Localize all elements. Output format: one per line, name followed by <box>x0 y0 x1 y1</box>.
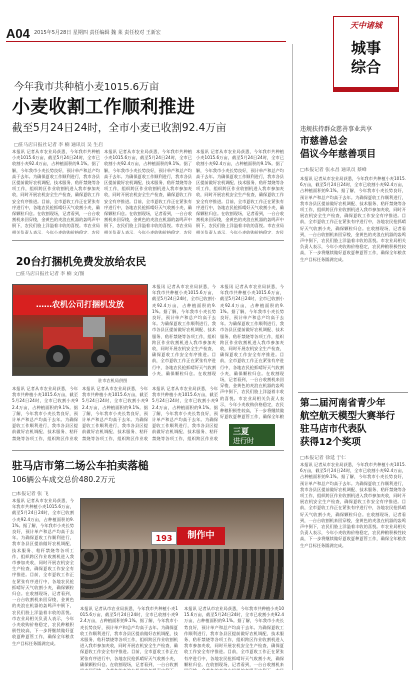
section-rule-2 <box>12 450 284 451</box>
lead-subhead: 截至5月24日24时，全市小麦已收割92.4万亩 <box>12 122 227 134</box>
lead-body-col1: 本报讯 记者从市农业局获悉，今年我市共种植小麦1015.6万亩，截至5月24日24时，全市已收割小麦92.4万亩，占种植面积的9.1%。据了解，今年我市小麦长势良好，预计单产和总产均高于去年。为确保夏收工作顺利进行，我市各县区提前做好农机调配、技术服务、秸秆禁烧等各项工作，组织跨区作业收割机进入我市参加麦收，同时开展农机安全生产检查，确保夏收工作安全有序推进。目前，全市夏收工作正在紧张有序进行中，各地农民抢抓晴好天气收割小麦，确保颗粒归仓。在收割现场，记者看到，一台台收割机来回穿梭，金黄色的麦浪在机器的轰鸣声中倒下，农民们脸上洋溢着丰收的喜悦。市农业局相关负责人表示，今年小麦收购价格稳定，农民 <box>12 149 100 234</box>
auction-body-col1: 本报讯 记者从市农业局获悉，今年我市共种植小麦1015.6万亩，截至5月24日24时，全市已收割小麦92.4万亩，占种植面积的9.1%。据了解，今年我市小麦长势良好，预计单产和总产均高于去年。为确保夏收工作顺利进行，我市各县区提前做好农机调配、技术服务、秸秆禁烧等各项工作，组织跨区作业收割机进入我市参加麦收，同时开展农机安全生产检查，确保夏收工作安全有序推进。目前，全市夏收工作正在紧张有序进行中，各地农民抢抓晴好天气收割小麦，确保颗粒归仓。在收割现场，记者看到，一台台收割机来回穿梭，金黄色的麦浪在机器的轰鸣声中倒下，农民们脸上洋溢着丰收的喜悦。市农业局相关负责人表示，今年小麦收购价格稳定，农民种粮积极性较高，下一步将继续做好夏收夏种夏管工作，确保全年粮食生产目标任务圆满完成。 <box>12 498 74 646</box>
column-divider <box>292 44 293 670</box>
right-rule <box>298 392 408 393</box>
charity-byline: □本报记者 张永昌 通讯员 蔡峰 <box>300 168 367 173</box>
youth-headline-line3: 驻马店市代表队 <box>300 424 367 435</box>
lead-kicker: 今年我市共种植小麦1015.6万亩 <box>14 82 159 93</box>
youth-byline: □本报记者 徐延 于仁 <box>300 456 346 461</box>
section-badge <box>333 16 399 92</box>
youth-body: 本报讯 记者从市农业局获悉，今年我市共种植小麦1015.6万亩，截至5月24日24时，全市已收割小麦92.4万亩，占种植面积的9.1%。据了解，今年我市小麦长势良好，预计单产和总产均高于去年。为确保夏收工作顺利进行，我市各县区提前做好农机调配、技术服务、秸秆禁烧等各项工作，组织跨区作业收割机进入我市参加麦收，同时开展农机安全生产检查，确保夏收工作安全有序推进。目前，全市夏收工作正在紧张有序进行中，各地农民抢抓晴好天气收割小麦，确保颗粒归仓。在收割现场，记者看到，一台台收割机来回穿梭，金黄色的麦浪在机器的轰鸣声中倒下，农民们脸上洋溢着丰收的喜悦。市农业局相关负责人表示，今年小麦收购价格稳定，农民种粮积极性较高，下一步将继续做好夏收夏种夏管工作，确保全年粮食生产目标任务圆满完成。 <box>300 462 406 548</box>
tractor-photo <box>12 284 148 376</box>
auction-number-board: 193 <box>151 531 177 545</box>
tractor-body-col4: 本报讯 记者从市农业局获悉，今年我市共种植小麦1015.6万亩，截至5月24日24时，全市已收割小麦92.4万亩，占种植面积的9.1%。据了解，今年我市小麦长势良好，预计单产和总产均高于去年。为确保夏收工作顺利进行，我市各县区提前做好农机调配、技术服务、秸秆禁烧等各项工作，组织跨区作业收 <box>82 386 148 441</box>
charity-kicker: 违规扶持群众慈善事业共享 <box>300 126 373 133</box>
youth-headline-line4: 获得12个奖项 <box>300 437 361 448</box>
charity-headline-line1: 市慈善总会 <box>300 136 348 147</box>
lead-byline: □驻马店日报社记者 李 楠 通讯员 吴 生启 <box>14 143 103 148</box>
auction-photo <box>80 498 284 600</box>
tractor-photo-caption: 驻市农机局供图 <box>98 378 128 383</box>
youth-headline-line2: 航空航天模型大赛举行 <box>300 411 396 422</box>
harvest-stamp <box>229 424 275 446</box>
section-title <box>338 39 394 77</box>
charity-body: 本报讯 记者从市农业局获悉，今年我市共种植小麦1015.6万亩，截至5月24日24时，全市已收割小麦92.4万亩，占种植面积的9.1%。据了解，今年我市小麦长势良好，预计单产和总产均高于去年。为确保夏收工作顺利进行，我市各县区提前做好农机调配、技术服务、秸秆禁烧等各项工作，组织跨区作业收割机进入我市参加麦收，同时开展农机安全生产检查，确保夏收工作安全有序推进。目前，全市夏收工作正在紧张有序进行中，各地农民抢抓晴好天气收割小麦，确保颗粒归仓。在收割现场，记者看到，一台台收割机来回穿梭，金黄色的麦浪在机器的轰鸣声中倒下，农民们脸上洋溢着丰收的喜悦。市农业局相关负责人表示，今年小麦收购价格稳定，农民种粮积极性较高，下一步将继续做好夏收夏种夏管工作，确保全年粮食生产目标任务圆满完成。 <box>300 176 406 262</box>
lead-headline: 小麦收割工作顺利推进 <box>12 97 195 118</box>
auction-photo-banner: 制作中 <box>177 527 225 545</box>
section-badge-bar <box>334 87 398 91</box>
page-number: A04 <box>6 26 30 41</box>
auction-crowd <box>81 549 283 599</box>
header-rule <box>6 41 286 42</box>
stamp-line1: 三夏 <box>233 427 249 436</box>
section-title-line1: 城事 <box>350 39 381 57</box>
tractor-photo-banner: ……农机公司打捆机发放 <box>13 295 147 315</box>
lead-body-col2: 本报讯 记者从市农业局获悉，今年我市共种植小麦1015.6万亩，截至5月24日24时，全市已收割小麦92.4万亩，占种植面积的9.1%。据了解，今年我市小麦长势良好，预计单产和总产均高于去年。为确保夏收工作顺利进行，我市各县区提前做好农机调配、技术服务、秸秆禁烧等各项工作，组织跨区作业收割机进入我市参加麦收，同时开展农机安全生产检查，确保夏收工作安全有序推进。目前，全市夏收工作正在紧张有序进行中，各地农民抢抓晴好天气收割小麦，确保颗粒归仓。在收割现场，记者看到，一台台收割机来回穿梭，金黄色的麦浪在机器的轰鸣声中倒下，农民们脸上洋溢着丰收的喜悦。市农业局相关负责人表示，今年小麦收购价格稳定，农民 <box>104 149 192 234</box>
auction-body-col2: 本报讯 记者从市农业局获悉，今年我市共种植小麦1015.6万亩，截至5月24日24时，全市已收割小麦92.4万亩，占种植面积的9.1%。据了解，今年我市小麦长势良好，预计单产和总产均高于去年。为确保夏收工作顺利进行，我市各县区提前做好农机调配、技术服务、秸秆禁烧等各项工作，组织跨区作业收割机进入我市参加麦收，同时开展农机安全生产检查，确保夏收工作安全有序推进。目前，全市夏收工作正在紧张有序进行中，各地农民抢抓晴好天气收割小麦，确保颗粒归仓。在收割现场，记者看到，一台台收割 <box>80 606 178 667</box>
auction-headline: 驻马店市第二场公车拍卖落槌 <box>12 460 149 472</box>
tractor-body-col5: 本报讯 记者从市农业局获悉，今年我市共种植小麦1015.6万亩，截至5月24日24时，全市已收割小麦92.4万亩，占种植面积的9.1%。据了解，今年我市小麦长势良好，预计单产和总产均高于去年。为确保夏收工作顺利进行，我市各县区提前做好农机调配、技术服务、秸秆禁烧等各项工作，组织跨区作业收 <box>152 386 218 441</box>
section-title-line2: 综合 <box>350 58 381 76</box>
youth-headline-line1: 第二届河南省青少年 <box>300 398 386 409</box>
auction-subhead: 106辆公车成交总价480.2万元 <box>12 475 116 484</box>
page-header-meta: 2015年5月28日 星期四 责任编辑 魏 莱 责任校对 王新宏 <box>34 30 161 36</box>
auction-byline: □本报记者 张 飞 <box>12 492 49 497</box>
stamp-line2: 进行时 <box>233 437 254 445</box>
tractor-body-col1: 本报讯 记者从市农业局获悉，今年我市共种植小麦1015.6万亩，截至5月24日24时，全市已收割小麦92.4万亩，占种植面积的9.1%。据了解，今年我市小麦长势良好，预计单产和总产均高于去年。为确保夏收工作顺利进行，我市各县区提前做好农机调配、技术服务、秸秆禁烧等各项工作，组织跨区作业收割机进入我市参加麦收，同时开展农机安全生产检查，确保夏收工作安全有序推进。目前，全市夏收工作正在紧张有序进行中，各地农民抢抓晴好天气收割小麦，确保颗粒归仓。在收割现 <box>152 284 216 376</box>
tractor-byline: □驻马店日报社记者 李 楠 文/图 <box>16 272 85 277</box>
tractor-body-col2: 本报讯 记者从市农业局获悉，今年我市共种植小麦1015.6万亩，截至5月24日24时，全市已收割小麦92.4万亩，占种植面积的9.1%。据了解，今年我市小麦长势良好，预计单产和总产均高于去年。为确保夏收工作顺利进行，我市各县区提前做好农机调配、技术服务、秸秆禁烧等各项工作，组织跨区作业收割机进入我市参加麦收，同时开展农机安全生产检查，确保夏收工作安全有序推进。目前，全市夏收工作正在紧张有序进行中，各地农民抢抓晴好天气收割小麦，确保颗粒归仓。在收割现场，记者看到，一台台收割机来回穿梭，金黄色的麦浪在机器的轰鸣声中倒下，农民们脸上洋溢着丰收的喜悦。市农业局相关负责人表示，今年小麦收购价格稳定，农民种粮积极性较高，下一步将继续做好夏收夏种夏管工作，确保全年粮 <box>220 284 284 420</box>
tractor-body-col3: 本报讯 记者从市农业局获悉，今年我市共种植小麦1015.6万亩，截至5月24日24时，全市已收割小麦92.4万亩，占种植面积的9.1%。据了解，今年我市小麦长势良好，预计单产和总产均高于去年。为确保夏收工作顺利进行，我市各县区提前做好农机调配、技术服务、秸秆禁烧等各项工作，组织跨区作业收 <box>12 386 78 441</box>
charity-headline-line2: 倡议今年慈善项目 <box>300 149 377 160</box>
auction-body-col3: 本报讯 记者从市农业局获悉，今年我市共种植小麦1015.6万亩，截至5月24日24时，全市已收割小麦92.4万亩，占种植面积的9.1%。据了解，今年我市小麦长势良好，预计单产和总产均高于去年。为确保夏收工作顺利进行，我市各县区提前做好农机调配、技术服务、秸秆禁烧等各项工作，组织跨区作业收割机进入我市参加麦收，同时开展农机安全生产检查，确保夏收工作安全有序推进。目前，全市夏收工作正在紧张有序进行中，各地农民抢抓晴好天气收割小麦，确保颗粒归仓。在收割现场，记者看到，一台台收割机来 <box>184 606 284 667</box>
section-tag: 天中诸城 <box>350 20 382 30</box>
section-rule-1 <box>12 240 284 241</box>
tractor-headline: 20台打捆机免费发放给农民 <box>16 256 147 268</box>
tractor-illustration <box>13 315 148 376</box>
lead-body-col3: 本报讯 记者从市农业局获悉，今年我市共种植小麦1015.6万亩，截至5月24日24时，全市已收割小麦92.4万亩，占种植面积的9.1%。据了解，今年我市小麦长势良好，预计单产和总产均高于去年。为确保夏收工作顺利进行，我市各县区提前做好农机调配、技术服务、秸秆禁烧等各项工作，组织跨区作业收割机进入我市参加麦收，同时开展农机安全生产检查，确保夏收工作安全有序推进。目前，全市夏收工作正在紧张有序进行中，各地农民抢抓晴好天气收割小麦，确保颗粒归仓。在收割现场，记者看到，一台台收割机来回穿梭，金黄色的麦浪在机器的轰鸣声中倒下，农民们脸上洋溢着丰收的喜悦。市农业局相关负责人表示，今年小麦收购价格稳定，农民 <box>196 149 284 234</box>
